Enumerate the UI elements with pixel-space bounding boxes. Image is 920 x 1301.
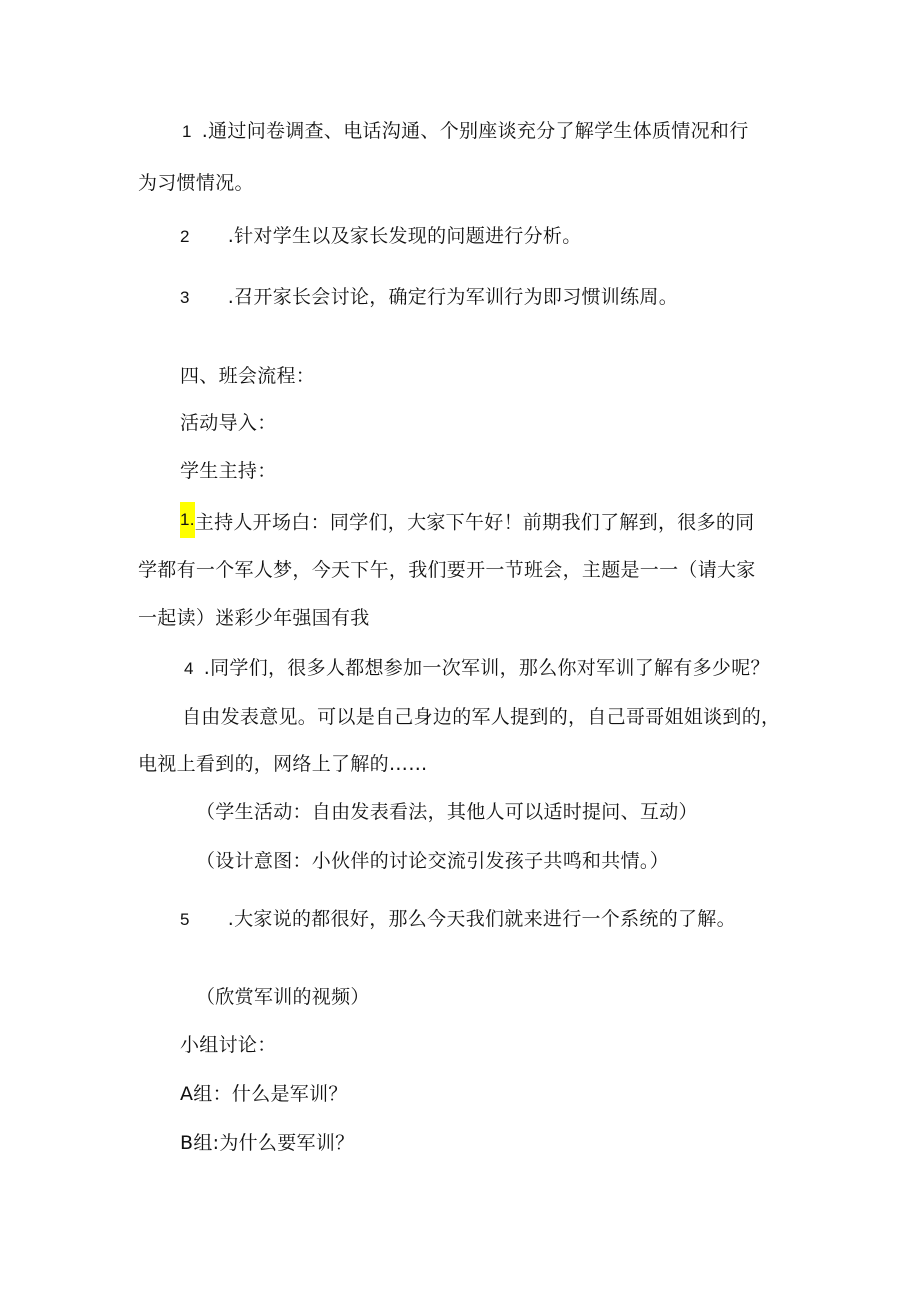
group-a-question: A组：什么是军训？ — [180, 1083, 348, 1105]
group-discussion-heading: 小组讨论： — [180, 1034, 277, 1056]
item-5 — [180, 907, 736, 932]
paragraph-1-text: .通过问卷调查、电话沟通、个别座谈充分了解学生体质情况和行 — [201, 120, 749, 142]
student-host-heading: 学生主持： — [180, 460, 277, 482]
item-1-number-highlighted: 1. — [180, 502, 195, 538]
item-1-text: 主持人开场白：同学们，大家下午好！前期我们了解到，很多的同 — [194, 511, 755, 534]
paragraph-2-number: 2 — [180, 227, 190, 246]
design-intent-note: （设计意图：小伙伴的讨论交流引发孩子共鸣和共情。） — [196, 850, 670, 872]
item-1 — [180, 508, 754, 538]
item-5-number: 5 — [180, 910, 190, 929]
student-activity-note: （学生活动：自由发表看法，其他人可以适时提问、互动） — [196, 801, 698, 823]
paragraph-3 — [180, 285, 678, 310]
free-speech-paragraph: 自由发表意见。可以是自己身边的军人提到的，自己哥哥姐姐谈到的， — [182, 706, 781, 728]
paragraph-3-text: .召开家长会讨论，确定行为军训行为即习惯训练周。 — [227, 286, 679, 308]
item-4-number: 4 — [184, 659, 194, 678]
item-4 — [184, 656, 770, 681]
item-1-continuation-2: 一起读）迷彩少年强国有我 — [138, 607, 370, 629]
item-5-text: .大家说的都很好，那么今天我们就来进行一个系统的了解。 — [227, 908, 736, 930]
paragraph-2-text: .针对学生以及家长发现的问题进行分析。 — [227, 225, 582, 247]
watch-video-note: （欣赏军训的视频） — [196, 986, 370, 1008]
free-speech-continuation: 电视上看到的，网络上了解的…… — [138, 753, 428, 775]
paragraph-1 — [182, 119, 749, 144]
group-b-question: B组:为什么要军训？ — [180, 1132, 355, 1154]
paragraph-2 — [180, 224, 582, 249]
item-4-text: .同学们，很多人都想参加一次军训，那么你对军训了解有多少呢？ — [203, 657, 770, 679]
paragraph-1-continuation: 为习惯情况。 — [138, 172, 254, 194]
activity-intro-heading: 活动导入： — [180, 412, 277, 434]
paragraph-1-number: 1 — [182, 122, 192, 141]
paragraph-3-number: 3 — [180, 288, 190, 307]
item-1-continuation-1: 学都有一个军人梦，今天下午，我们要开一节班会，主题是一一（请大家 — [138, 559, 756, 581]
section-heading-4: 四、班会流程： — [180, 365, 316, 387]
